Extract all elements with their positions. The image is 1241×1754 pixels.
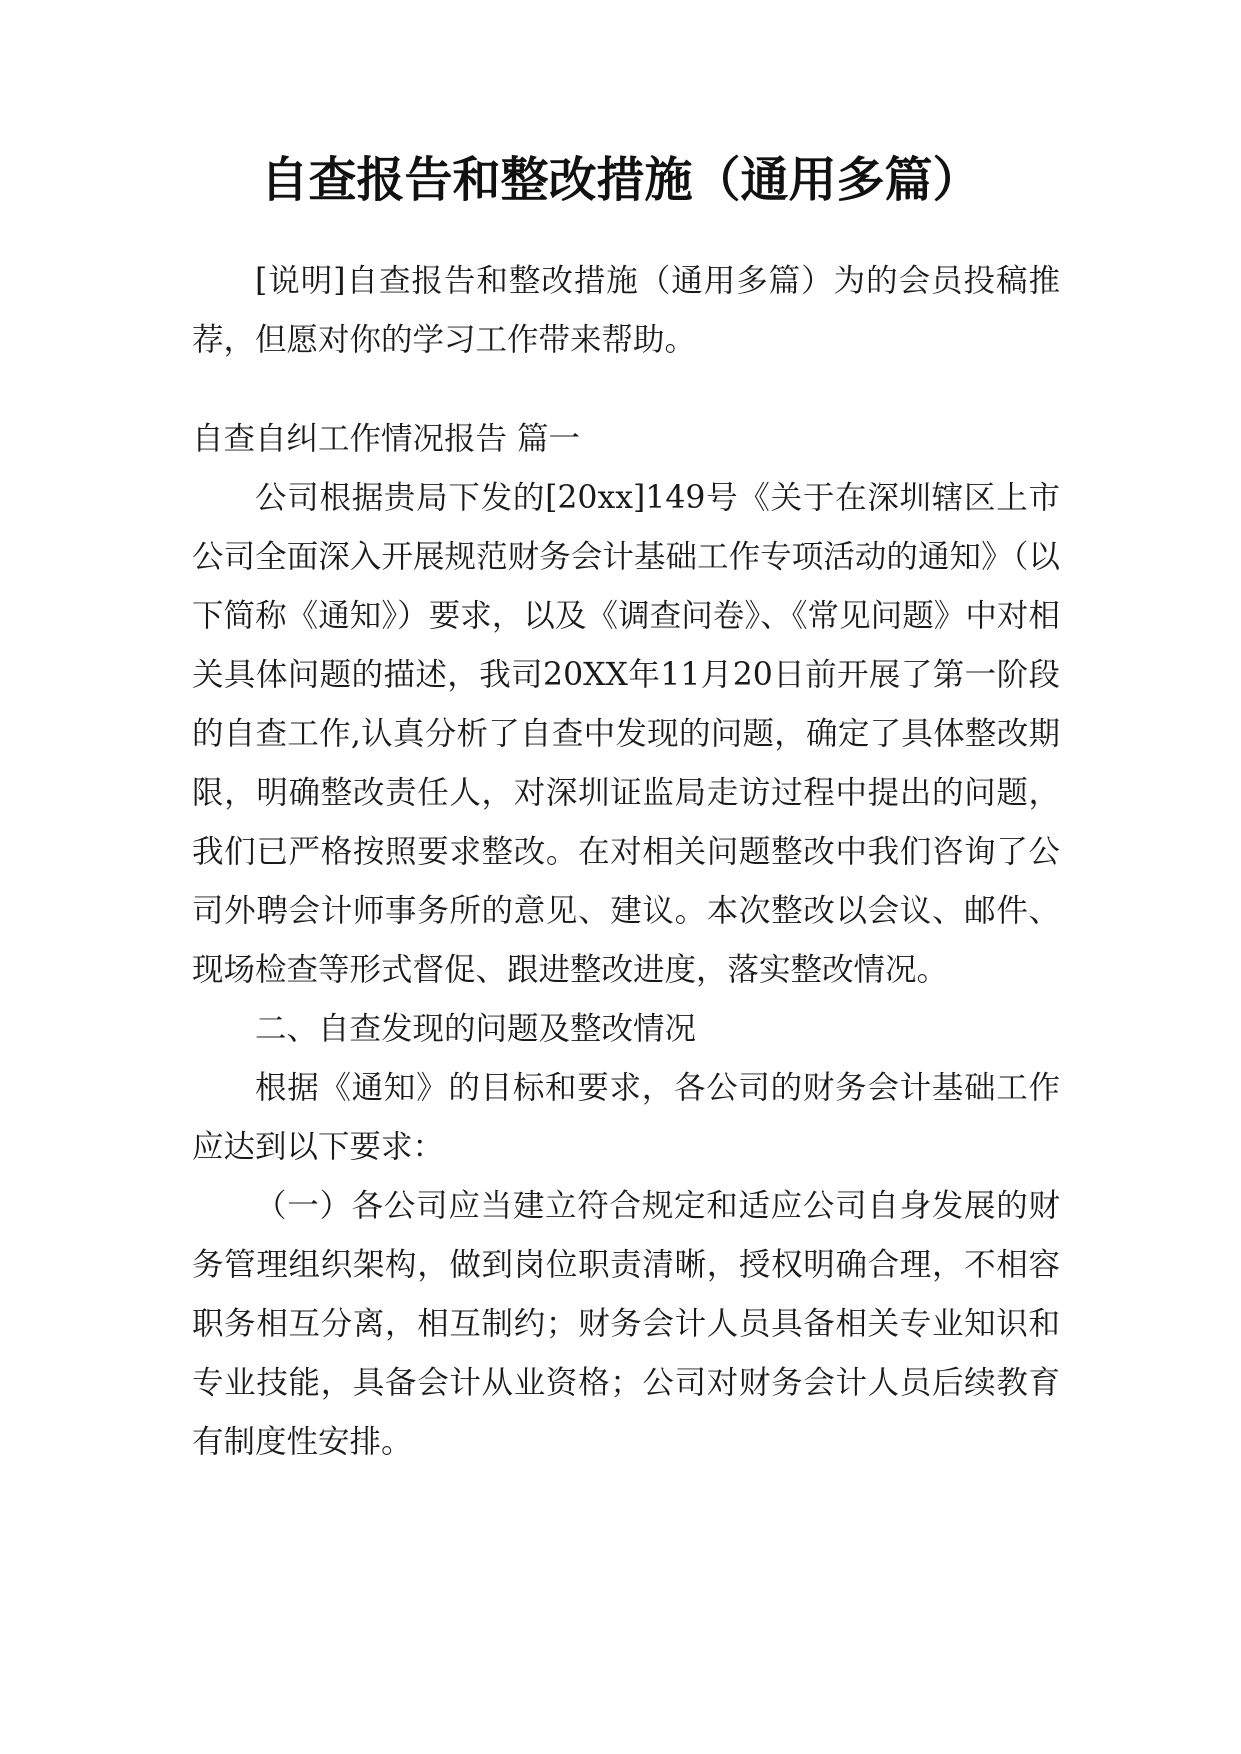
- intro-section: [192, 252, 1060, 370]
- section-heading-part-one: 自查自纠工作情况报告 篇一: [192, 421, 581, 457]
- body-paragraph: （一）各公司应当建立符合规定和适应公司自身发展的财务管理组织架构，做到岗位职责清晰，授权明确合理，不相容职务相互分离，相互制约；财务会计人员具备相关专业知识和专业技能，具备会计从业资格；公司对财务会计人员后续教育有制度性安排。: [192, 1188, 1060, 1460]
- section-heading-findings: 二、自查发现的问题及整改情况: [255, 1011, 697, 1047]
- body-paragraph: 根据《通知》的目标和要求，各公司的财务会计基础工作应达到以下要求：: [192, 1070, 1060, 1165]
- body-paragraph: 公司根据贵局下发的[20xx]149号《关于在深圳辖区上市公司全面深入开展规范财务会计基础工作专项活动的通知》（以下简称《通知》）要求，以及《调查问卷》、《常见问题》中对相关具体问题的描述，我司20XX年11月20日前开展了第一阶段的自查工作,认真分析了自查中发现的问题，确定了具体整改期限，明确整改责任人，对深圳证监局走访过程中提出的问题，我们已严格按照要求整改。在对相关问题整改中我们咨询了公司外聘会计师事务所的意见、建议。本次整改以会议、邮件、现场检查等形式督促、跟进整改进度，落实整改情况。: [192, 480, 1060, 988]
- document-title: 自查报告和整改措施（通用多篇）: [260, 152, 981, 208]
- report-body: [192, 410, 1060, 1472]
- intro-note-paragraph: [说明]自查报告和整改措施（通用多篇）为的会员投稿推荐，但愿对你的学习工作带来帮助。: [192, 263, 1060, 358]
